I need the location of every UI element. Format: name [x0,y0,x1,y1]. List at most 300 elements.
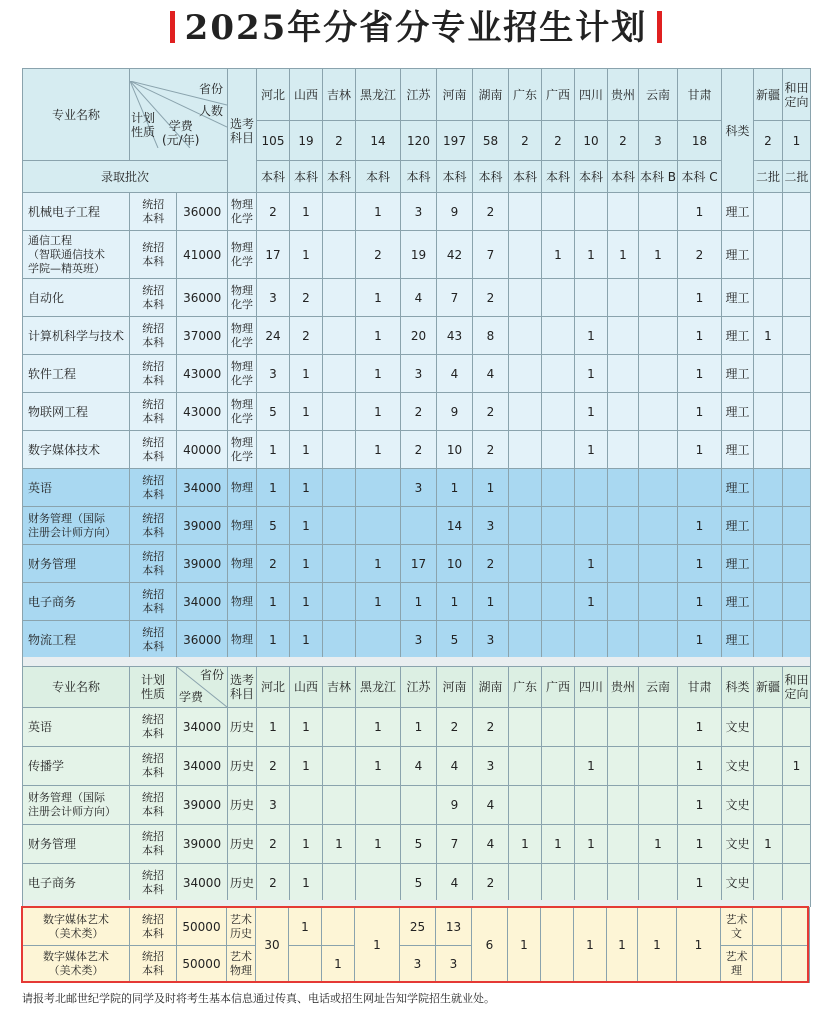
subjects: 艺术 物理 [227,946,256,983]
plan-count: 2 [401,431,437,469]
plan-count [639,507,678,545]
col-province: 山西 [290,69,323,121]
plan-type: 统招 本科 [130,355,177,393]
plan-count: 1 [678,864,722,903]
label-batch: 录取批次 [23,161,228,193]
category: 理工 [722,317,754,355]
plan-count: 43 [437,317,473,355]
plan-count: 9 [437,393,473,431]
plan-count: 1 [783,747,811,786]
plan-count: 1 [678,621,722,659]
plan-count [608,355,639,393]
plan-count: 1 [356,393,401,431]
plan-count [542,431,575,469]
plan-count [401,786,437,825]
plan-count [509,317,542,355]
plan-count: 1 [754,317,783,355]
cell-xinjiang [753,946,782,983]
plan-count [575,279,608,317]
plan-type: 统招 本科 [130,507,177,545]
plan-count [323,231,356,279]
plan-type: 统招 本科 [130,825,177,864]
col-subjects: 选考 科目 [228,69,257,193]
category: 艺术 文 [721,908,753,946]
subjects: 物理 化学 [228,317,257,355]
plan-count [639,583,678,621]
plan-count: 1 [575,355,608,393]
subjects: 艺术 历史 [227,908,256,946]
plan-count [754,393,783,431]
plan-count: 1 [356,545,401,583]
category: 文史 [722,747,754,786]
col-province: 吉林 [323,69,356,121]
section-divider [22,657,811,666]
plan-count [542,747,575,786]
col-province: 河南 [437,667,473,708]
major-name: 财务管理 [23,825,130,864]
subjects: 历史 [228,708,257,747]
plan-count: 1 [575,231,608,279]
plan-type: 统招 本科 [130,908,177,946]
major-name: 电子商务 [23,864,130,903]
plan-count: 2 [473,431,509,469]
plan-count [783,864,811,903]
plan-count: 1 [257,583,290,621]
table-row [23,193,811,231]
category: 文史 [722,708,754,747]
plan-count [509,231,542,279]
category: 理工 [722,469,754,507]
plan-count: 1 [401,583,437,621]
major-name: 电子商务 [23,583,130,621]
plan-count [639,708,678,747]
plan-count: 1 [575,317,608,355]
category: 理工 [722,231,754,279]
plan-count: 1 [356,747,401,786]
fee: 34000 [177,864,228,903]
plan-count [542,193,575,231]
subjects: 物理 [228,621,257,659]
subjects: 物理 化学 [228,193,257,231]
table-row [23,231,811,279]
label-province: 省份 [198,82,223,96]
plan-count [639,317,678,355]
subjects: 物理 [228,583,257,621]
category: 文史 [722,786,754,825]
total-count: 18 [678,121,722,161]
label-fee: 学费 (元/年) [162,119,200,147]
plan-count: 1 [542,825,575,864]
plan-count [323,786,356,825]
cell-hetian [782,908,810,946]
label-province: 省份 [199,668,224,682]
plan-count: 2 [257,193,290,231]
category: 文史 [722,864,754,903]
subjects: 历史 [228,786,257,825]
plan-count [323,621,356,659]
fee: 43000 [177,355,228,393]
plan-count [323,393,356,431]
plan-count [754,545,783,583]
plan-count [608,621,639,659]
plan-count: 1 [678,545,722,583]
plan-count [323,864,356,903]
plan-count [509,279,542,317]
plan-count [356,507,401,545]
plan-count: 1 [323,825,356,864]
batch: 二批 [783,161,811,193]
category: 文史 [722,825,754,864]
table-row [23,825,811,864]
category: 理工 [722,507,754,545]
col-province: 贵州 [608,667,639,708]
section-divider [22,900,811,907]
subjects: 物理 化学 [228,355,257,393]
table-row [23,469,811,507]
plan-count: 1 [356,355,401,393]
col-major-name: 专业名称 [23,667,130,708]
footer-note: 请报考北邮世纪学院的同学及时将考生基本信息通过传真、电话或招生网址告知学院招生就业处。 [22,992,495,1005]
plan-type: 统招 本科 [130,545,177,583]
plan-count: 1 [290,393,323,431]
plan-count: 5 [257,507,290,545]
col-province: 广东 [509,667,542,708]
batch: 本科 [401,161,437,193]
plan-type: 统招 本科 [130,231,177,279]
plan-count: 2 [290,317,323,355]
fee: 39000 [177,825,228,864]
plan-count [783,193,811,231]
plan-count: 1 [356,279,401,317]
plan-count [509,545,542,583]
plan-count [608,507,639,545]
plan-count [783,469,811,507]
science-plan-table [22,68,811,659]
plan-count [639,355,678,393]
total-count: 2 [509,121,542,161]
plan-count: 1 [575,431,608,469]
plan-count: 1 [290,621,323,659]
plan-count [323,469,356,507]
plan-count [575,193,608,231]
plan-count [575,708,608,747]
plan-count: 1 [290,231,323,279]
plan-count [783,825,811,864]
plan-count [783,393,811,431]
plan-count [639,864,678,903]
cell-jilin [322,908,355,946]
batch: 本科 [608,161,639,193]
plan-count [542,583,575,621]
total-count: 58 [473,121,509,161]
subjects: 物理 [228,469,257,507]
plan-count: 2 [257,747,290,786]
plan-count [509,507,542,545]
major-name: 传播学 [23,747,130,786]
plan-count [509,583,542,621]
plan-count: 1 [678,193,722,231]
plan-count: 1 [473,469,509,507]
plan-count: 7 [437,825,473,864]
table-row [23,708,811,747]
label-count: 人数 [198,104,223,118]
major-name: 财务管理（国际 注册会计师方向） [23,507,130,545]
major-name: 英语 [23,708,130,747]
plan-count: 1 [437,469,473,507]
plan-count [608,864,639,903]
subjects: 历史 [228,864,257,903]
cell-guangdong: 1 [508,908,541,983]
category: 艺术 理 [721,946,753,983]
table-row [23,908,810,946]
plan-count [608,431,639,469]
plan-count [323,747,356,786]
plan-count [323,193,356,231]
cell-shanxi: 1 [289,908,322,946]
header-diagonal [130,69,228,161]
header-row [23,667,811,708]
plan-count: 4 [437,864,473,903]
plan-count [783,317,811,355]
plan-count: 1 [754,825,783,864]
plan-count: 1 [608,231,639,279]
col-category: 科类 [722,69,754,193]
plan-count: 2 [473,864,509,903]
plan-count [575,507,608,545]
plan-count: 4 [437,355,473,393]
table-row [23,279,811,317]
plan-count [509,747,542,786]
plan-count: 1 [678,825,722,864]
total-count: 105 [257,121,290,161]
plan-count: 1 [437,583,473,621]
plan-count: 1 [257,469,290,507]
plan-count: 1 [356,317,401,355]
plan-count [754,507,783,545]
plan-count [608,469,639,507]
plan-type: 统招 本科 [130,431,177,469]
plan-count: 1 [290,545,323,583]
plan-count: 1 [401,708,437,747]
fee: 34000 [177,708,228,747]
col-province: 广西 [542,69,575,121]
plan-type: 统招 本科 [130,583,177,621]
plan-count: 2 [473,279,509,317]
col-province-extra: 和田定向 [783,69,811,121]
subjects: 物理 [228,545,257,583]
plan-count: 14 [437,507,473,545]
plan-count [639,279,678,317]
plan-count: 42 [437,231,473,279]
major-name: 英语 [23,469,130,507]
col-province: 江苏 [401,69,437,121]
plan-count [509,393,542,431]
cell-xinjiang [753,908,782,946]
plan-count: 1 [678,747,722,786]
batch: 本科 [437,161,473,193]
major-name: 通信工程 （智联通信技术 学院—精英班） [23,231,130,279]
fee: 50000 [177,908,227,946]
plan-count: 3 [473,747,509,786]
category: 理工 [722,393,754,431]
major-name: 物联网工程 [23,393,130,431]
plan-count: 2 [401,393,437,431]
plan-count [754,431,783,469]
total-count: 2 [608,121,639,161]
plan-count: 1 [290,507,323,545]
total-count: 10 [575,121,608,161]
fee: 37000 [177,317,228,355]
table-row [23,786,811,825]
total-count: 2 [323,121,356,161]
plan-count [639,786,678,825]
plan-count: 19 [401,231,437,279]
cell-gansu: 1 [677,908,721,983]
col-subjects: 选考 科目 [228,667,257,708]
plan-count: 1 [356,825,401,864]
plan-count [542,317,575,355]
plan-count [401,507,437,545]
batch: 本科 [356,161,401,193]
plan-type: 统招 本科 [130,864,177,903]
category: 理工 [722,621,754,659]
plan-count [783,583,811,621]
plan-count [608,393,639,431]
plan-count [754,231,783,279]
subjects: 物理 [228,507,257,545]
page-title: 2025年分省分专业招生计划 [0,6,832,50]
total-count: 19 [290,121,323,161]
plan-count: 1 [678,583,722,621]
category: 理工 [722,545,754,583]
plan-count: 24 [257,317,290,355]
plan-count [542,786,575,825]
plan-count: 4 [473,786,509,825]
plan-count: 3 [401,469,437,507]
plan-count [542,279,575,317]
plan-type: 统招 本科 [130,393,177,431]
plan-count [639,193,678,231]
plan-count [608,747,639,786]
col-province: 云南 [639,69,678,121]
fee: 40000 [177,431,228,469]
plan-count [783,431,811,469]
cell-jiangsu: 25 [400,908,436,946]
col-province-extra: 新疆 [754,69,783,121]
plan-count [575,864,608,903]
major-name: 数字媒体艺术 （美术类） [23,908,130,946]
plan-count: 1 [290,583,323,621]
cell-heilongjiang: 1 [355,908,400,983]
subjects: 物理 化学 [228,231,257,279]
plan-count: 1 [575,545,608,583]
plan-type: 统招 本科 [130,621,177,659]
cell-hunan: 6 [472,908,508,983]
cell-guizhou: 1 [607,908,638,983]
col-plan: 计划 性质 [130,667,177,708]
plan-type: 统招 本科 [130,747,177,786]
plan-count: 20 [401,317,437,355]
plan-count: 1 [290,193,323,231]
subjects: 物理 化学 [228,393,257,431]
plan-count: 1 [575,747,608,786]
plan-count [356,621,401,659]
plan-count [290,786,323,825]
table-row [23,747,811,786]
plan-count [542,864,575,903]
plan-count [542,708,575,747]
major-name: 财务管理（国际 注册会计师方向） [23,786,130,825]
plan-count [639,431,678,469]
plan-count: 9 [437,193,473,231]
plan-type: 统招 本科 [130,317,177,355]
plan-count: 4 [401,279,437,317]
plan-count: 1 [356,193,401,231]
plan-count: 1 [356,583,401,621]
plan-count [783,545,811,583]
cell-sichuan: 1 [574,908,607,983]
major-name: 计算机科学与技术 [23,317,130,355]
arts-plan-table [22,666,811,903]
plan-count [783,279,811,317]
major-name: 数字媒体艺术 （美术类） [23,946,130,983]
plan-count [754,864,783,903]
plan-count [754,469,783,507]
table-row [23,545,811,583]
plan-count [356,864,401,903]
col-major-name: 专业名称 [23,69,130,161]
plan-count [639,545,678,583]
col-province: 江苏 [401,667,437,708]
col-province-extra: 和田定向 [783,667,811,708]
col-province-extra: 新疆 [754,667,783,708]
plan-count: 1 [473,583,509,621]
plan-count: 7 [437,279,473,317]
plan-count [754,279,783,317]
table-row [23,583,811,621]
plan-count: 3 [257,279,290,317]
major-name: 物流工程 [23,621,130,659]
plan-count: 1 [678,393,722,431]
col-province: 广西 [542,667,575,708]
plan-count [323,583,356,621]
fee: 39000 [177,545,228,583]
col-province: 云南 [639,667,678,708]
col-province: 广东 [509,69,542,121]
plan-count: 5 [257,393,290,431]
plan-count: 2 [473,393,509,431]
plan-count [509,431,542,469]
plan-count [542,393,575,431]
plan-count: 2 [356,231,401,279]
cell-jiangsu: 3 [400,946,436,983]
fee: 43000 [177,393,228,431]
plan-count [542,621,575,659]
plan-count: 1 [290,469,323,507]
plan-count: 1 [575,393,608,431]
plan-count: 1 [678,279,722,317]
plan-count [356,786,401,825]
plan-count [783,621,811,659]
label-fee: 学费 [179,690,204,704]
plan-count: 1 [290,747,323,786]
fee: 39000 [177,786,228,825]
plan-count: 1 [639,825,678,864]
fee: 34000 [177,583,228,621]
batch: 本科 [575,161,608,193]
plan-count [542,545,575,583]
plan-count [323,317,356,355]
